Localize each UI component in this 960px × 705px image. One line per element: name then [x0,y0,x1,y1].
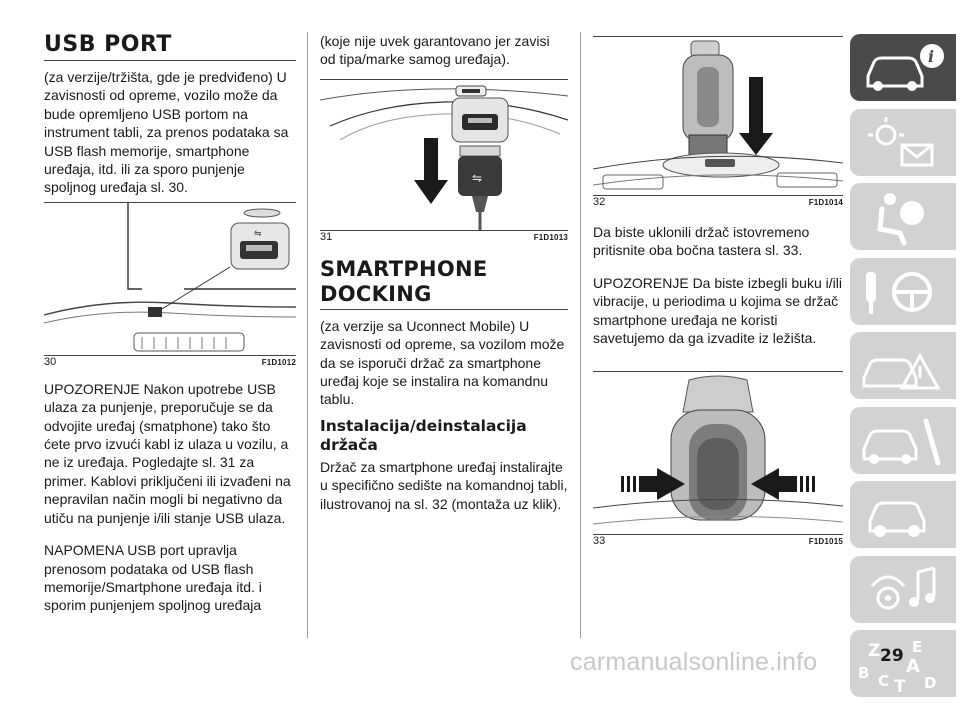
tab-multimedia[interactable] [850,556,956,623]
warning-lights-icon [850,109,956,176]
car-info-icon [850,34,956,101]
chapter-tabs [850,34,956,705]
installation-text: Držač za smartphone uređaj instalirajte u specifično sedište na komandnoj tabli, ilustrovanoj na sl. 32 (montaža uz klik). [320,458,568,512]
holder-release-buttons-illustration [593,372,843,534]
docking-intro: (za verzije sa Uconnect Mobile) U zavisnosti od opreme, sa vozilom može da se isporuči držač za smartphone uređaj koje se instalira na komandnu tablu. [320,317,565,408]
figure-33 [593,371,843,547]
car-specs-icon [850,481,956,548]
car-emergency-icon [850,332,956,399]
index-letter: D [924,674,937,692]
subsection-title-installation: Instalacija/deinstalacija držača [320,416,527,454]
usb-port-warning: UPOZORENJE Nakon upotrebe USB ulaza za punjenje, preporučuje se da odvojite uređaj (smatphone) tako što ćete prvo izvući kabl iz ulaza u vozilu, a ne iz uređaja. Pogledajte sl. 31 za primer. Kablovi priključeni ili izvađeni na nepravilan način mogli bi negativno da utiču na punjenje i/ili stanje USB ulaza. [44,380,291,526]
index-letter: A [906,656,920,677]
figure-code: F1D1014 [808,198,843,207]
figure-code: F1D1012 [261,357,296,367]
figure-number: 31 [320,230,333,243]
figure-31 [320,79,568,243]
column-smartphone-docking [320,0,568,513]
column-usb-port [44,0,296,615]
tab-car-info[interactable] [850,34,956,101]
svg-text:⇋: ⇋ [254,228,262,239]
index-letter: Z [868,641,881,661]
multimedia-icon [850,556,956,623]
page-number: 29 [880,646,904,666]
tab-starting-driving[interactable] [850,258,956,325]
watermark: carmanualsonline.info [570,648,818,676]
usb-port-note: NAPOMENA USB port upravlja prenosom podataka od USB flash memorije/Smartphone uređaja itd. i sporim punjenjem spoljnog uređaja [44,542,262,614]
holder-installation-illustration [593,37,843,195]
figure-caption [593,196,843,208]
column-holder-removal [593,0,843,547]
section-title-usb-port: USB PORT [44,32,172,57]
figure-number: 30 [44,355,57,368]
tab-technical-data[interactable] [850,481,956,548]
car-service-icon [850,407,956,474]
figure-30 [44,202,296,368]
index-letter: C [878,672,890,690]
column-divider [580,32,581,638]
index-letter: T [894,677,906,697]
section-title-smartphone: SMARTPHONE [320,256,488,281]
figure-code: F1D1013 [533,232,568,242]
figure-32 [593,36,843,208]
index-letter: B [858,664,870,682]
section-title-docking: DOCKING [320,281,432,306]
holder-warning: UPOZORENJE Da biste izbegli buku i/ili vibracije, u periodima u kojima se držač smartphone uređaja ne koristi savetujemo da ga izvadite iz ležišta. [593,274,842,347]
note-continued: (koje nije uvek garantovano jer zavisi od tipa/marke samog uređaja). [320,33,550,68]
usb-port-dashboard-illustration [44,203,296,355]
usb-port-intro: (za verzije/tržišta, gde je predviđeno) U zavisnosti od opreme, vozilo može da bude opremljeno USB portom na instrument tabli, za prenos podataka sa USB flash memorije, smartphone uređaja, itd. ili za sporo punjenje spoljnog uređaja sl. 30. [44,69,289,196]
column-divider [307,32,308,638]
figure-number: 33 [593,535,606,548]
tab-warning-lights[interactable] [850,109,956,176]
svg-text:⇋: ⇋ [472,170,483,185]
figure-caption [44,356,296,368]
figure-code: F1D1015 [808,537,843,547]
title-rule [44,60,296,61]
index-letter: E [912,638,923,656]
svg-text:i: i [928,47,935,66]
key-steering-icon [850,258,956,325]
tab-emergency[interactable] [850,332,956,399]
figure-number: 32 [593,196,606,208]
airbag-seat-icon [850,183,956,250]
figure-caption [320,231,568,243]
tab-maintenance[interactable] [850,407,956,474]
title-rule [320,309,568,310]
usb-cable-removal-illustration [320,80,568,230]
tab-safety[interactable] [850,183,956,250]
figure-caption [593,535,843,547]
holder-removal-text: Da biste uklonili držač istovremeno pritisnite oba bočna tastera sl. 33. [593,224,810,259]
